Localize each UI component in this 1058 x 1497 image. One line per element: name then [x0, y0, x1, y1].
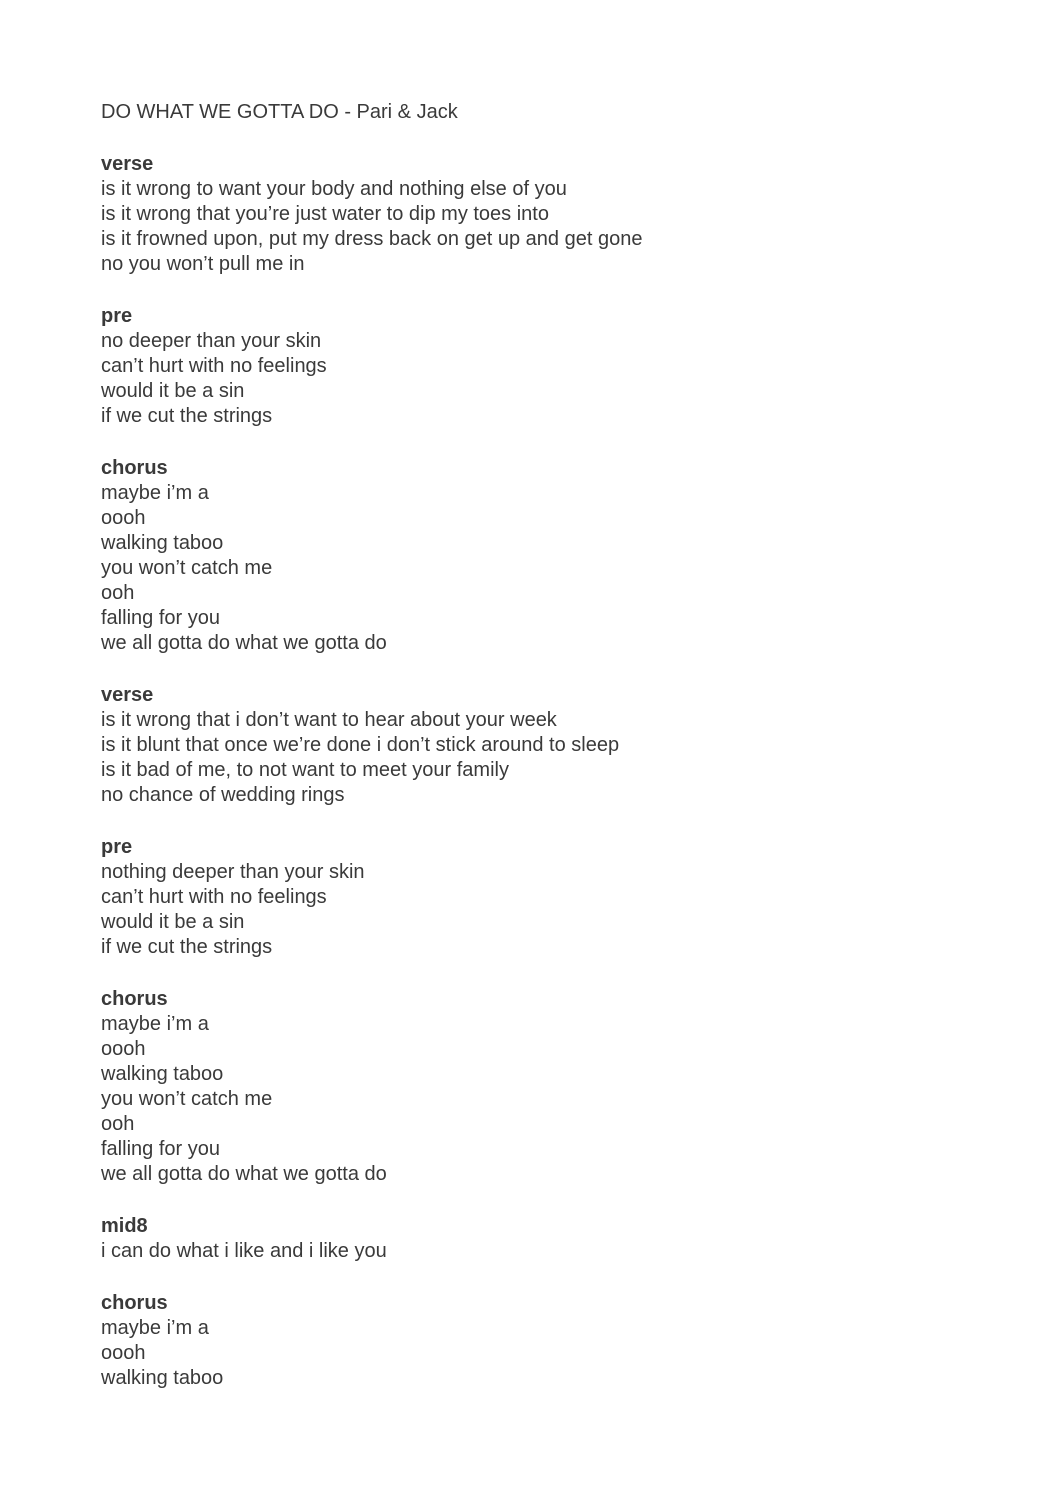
lyric-line: is it wrong that i don’t want to hear about your week — [101, 709, 557, 731]
lyrics-section — [101, 835, 1001, 960]
lyric-line: if we cut the strings — [101, 405, 273, 427]
lyric-line: is it wrong to want your body and nothing else of you — [101, 178, 567, 200]
lyric-line: can’t hurt with no feelings — [101, 355, 327, 377]
lyric-line: walking taboo — [101, 1063, 224, 1085]
lyric-line: ooh — [101, 1113, 135, 1135]
lyric-line: can’t hurt with no feelings — [101, 886, 327, 908]
lyrics-section — [101, 1291, 1001, 1391]
lyric-line: no deeper than your skin — [101, 330, 322, 352]
lyric-line: is it wrong that you’re just water to dip my toes into — [101, 203, 549, 225]
lyric-line: maybe i’m a — [101, 1317, 209, 1339]
section-heading: pre — [101, 305, 133, 327]
lyric-line: we all gotta do what we gotta do — [101, 632, 387, 654]
lyric-line: oooh — [101, 507, 146, 529]
lyric-line: nothing deeper than your skin — [101, 861, 365, 883]
lyrics-body — [101, 152, 1001, 1391]
lyric-line: you won’t catch me — [101, 557, 273, 579]
section-heading: chorus — [101, 988, 168, 1010]
lyric-line: walking taboo — [101, 532, 224, 554]
lyric-line: oooh — [101, 1342, 146, 1364]
lyrics-page — [101, 100, 1001, 1418]
lyric-line: walking taboo — [101, 1367, 224, 1389]
lyric-line: is it frowned upon, put my dress back on get up and get gone — [101, 228, 643, 250]
lyric-line: falling for you — [101, 607, 220, 629]
lyric-line: if we cut the strings — [101, 936, 273, 958]
lyrics-section — [101, 683, 1001, 808]
lyric-line: no chance of wedding rings — [101, 784, 345, 806]
lyrics-section — [101, 304, 1001, 429]
section-heading: chorus — [101, 1292, 168, 1314]
lyrics-section — [101, 456, 1001, 656]
section-heading: pre — [101, 836, 133, 858]
lyric-line: maybe i’m a — [101, 1013, 209, 1035]
lyric-line: falling for you — [101, 1138, 220, 1160]
song-title: DO WHAT WE GOTTA DO - Pari & Jack — [101, 101, 458, 123]
lyrics-section — [101, 152, 1001, 277]
lyric-line: ooh — [101, 582, 135, 604]
lyric-line: would it be a sin — [101, 911, 245, 933]
lyric-line: maybe i’m a — [101, 482, 209, 504]
section-heading: verse — [101, 684, 154, 706]
section-heading: mid8 — [101, 1215, 148, 1237]
lyric-line: would it be a sin — [101, 380, 245, 402]
lyric-line: i can do what i like and i like you — [101, 1240, 387, 1262]
lyric-line: no you won’t pull me in — [101, 253, 305, 275]
lyrics-section — [101, 987, 1001, 1187]
lyric-line: you won’t catch me — [101, 1088, 273, 1110]
section-heading: verse — [101, 153, 154, 175]
lyric-line: is it blunt that once we’re done i don’t stick around to sleep — [101, 734, 620, 756]
lyrics-section — [101, 1214, 1001, 1264]
lyric-line: is it bad of me, to not want to meet your family — [101, 759, 509, 781]
section-heading: chorus — [101, 457, 168, 479]
lyric-line: oooh — [101, 1038, 146, 1060]
lyric-line: we all gotta do what we gotta do — [101, 1163, 387, 1185]
